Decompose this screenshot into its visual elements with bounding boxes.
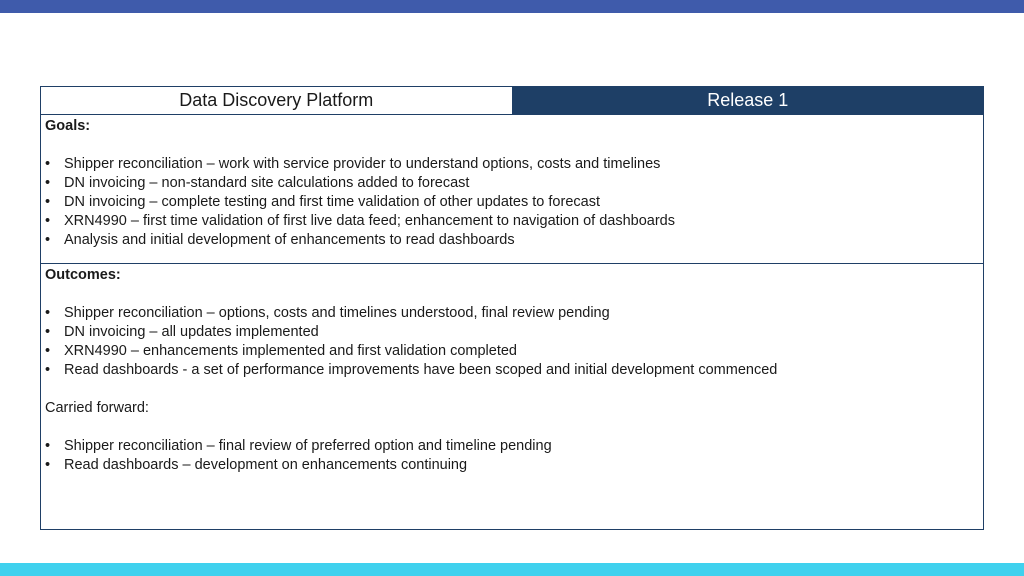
goal-item: • DN invoicing – complete testing and first time validation of other updates to forecast xyxy=(45,194,600,210)
goal-item: • Analysis and initial development of enhancements to read dashboards xyxy=(45,232,515,248)
outcome-item: • DN invoicing – all updates implemented xyxy=(45,324,319,340)
outcomes-section xyxy=(41,264,983,475)
release-label: Release 1 xyxy=(513,87,984,114)
outcome-item: • Shipper reconciliation – options, costs and timelines understood, final review pending xyxy=(45,305,610,321)
outcome-item: • XRN4990 – enhancements implemented and first validation completed xyxy=(45,343,517,359)
goals-title: Goals: xyxy=(45,118,91,134)
bullet-icon: • xyxy=(45,362,51,378)
bullet-icon: • xyxy=(45,175,51,191)
carried-forward-list xyxy=(45,437,979,475)
outcomes-title: Outcomes: xyxy=(45,267,121,283)
bottom-accent-bar xyxy=(0,563,1024,576)
bullet-icon: • xyxy=(45,213,51,229)
bullet-icon: • xyxy=(45,438,51,454)
outcome-item: • Read dashboards - a set of performance improvements have been scoped and initial development commenced xyxy=(45,362,778,378)
bullet-icon: • xyxy=(45,305,51,321)
goals-section xyxy=(41,115,983,264)
bullet-icon: • xyxy=(45,343,51,359)
goal-item: • DN invoicing – non-standard site calculations added to forecast xyxy=(45,175,470,191)
platform-title: Data Discovery Platform xyxy=(41,87,513,114)
goal-item: • Shipper reconciliation – work with service provider to understand options, costs and timelines xyxy=(45,156,661,172)
carried-forward-title: Carried forward: xyxy=(45,400,149,416)
table-header xyxy=(41,87,983,115)
bullet-icon: • xyxy=(45,232,51,248)
goals-list xyxy=(45,155,979,250)
bullet-icon: • xyxy=(45,156,51,172)
bullet-icon: • xyxy=(45,194,51,210)
bullet-icon: • xyxy=(45,457,51,473)
carried-forward-item: • Shipper reconciliation – final review of preferred option and timeline pending xyxy=(45,438,552,454)
carried-forward-item: • Read dashboards – development on enhancements continuing xyxy=(45,457,468,473)
outcomes-list xyxy=(45,304,979,380)
goal-item: • XRN4990 – first time validation of first live data feed; enhancement to navigation of dashboards xyxy=(45,213,675,229)
top-accent-bar xyxy=(0,0,1024,13)
bullet-icon: • xyxy=(45,324,51,340)
release-summary-table xyxy=(40,86,984,530)
